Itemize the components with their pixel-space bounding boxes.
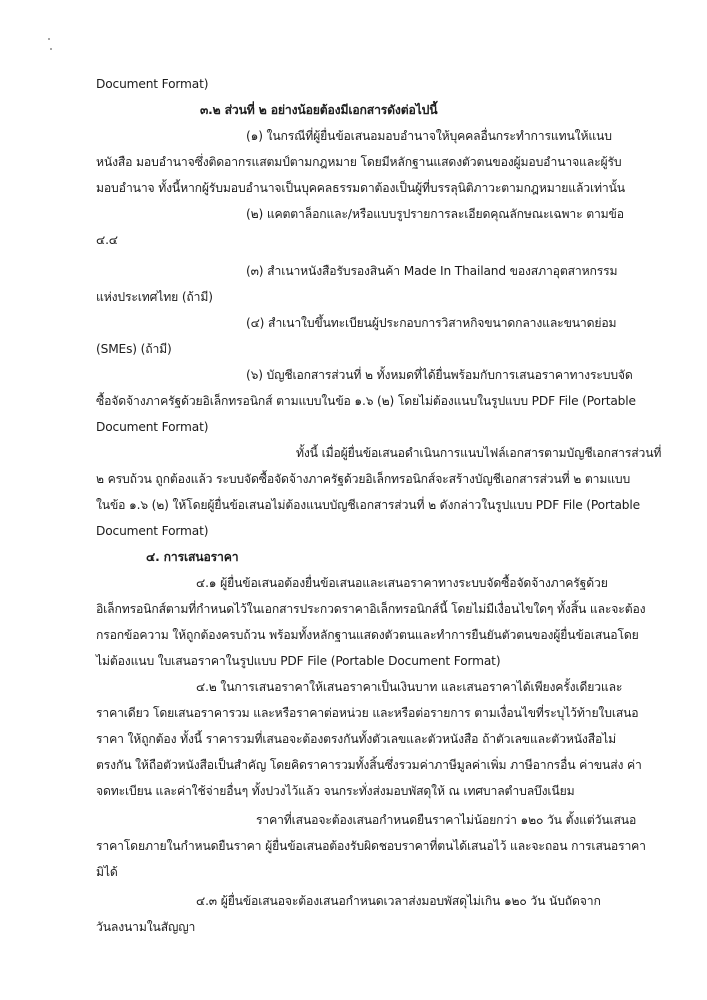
text-line: (๑) ในกรณีที่ผู้ยื่นข้อเสนอมอบอำนาจให้บุคคลอื่นกระทำการแทนให้แนบ: [246, 129, 612, 143]
text-line: ราคา ให้ถูกต้อง ทั้งนี้ ราคารวมที่เสนอจะต้องตรงกันทั้งตัวเลขและตัวหนังสือ ถ้าตัวเลขและตัวหนังสือไม่: [96, 732, 617, 746]
text-line: หนังสือ มอบอำนาจซึ่งติดอากรแสตมป์ตามกฎหมาย โดยมีหลักฐานแสดงตัวตนของผู้มอบอำนาจและผู้รับ: [96, 155, 622, 169]
text-line: ๒ ครบถ้วน ถูกต้องแล้ว ระบบจัดซื้อจัดจ้างภาครัฐด้วยอิเล็กทรอนิกส์จะสร้างบัญชีเอกสารส่วนที่ ๒ ตามแบบ: [96, 472, 631, 486]
text-line: ซื้อจัดจ้างภาครัฐด้วยอิเล็กทรอนิกส์ ตามแบบในข้อ ๑.๖ (๒) โดยไม่ต้องแนบในรูปแบบ PDF File (Portable: [96, 394, 636, 408]
section-heading: ๔. การเสนอราคา: [146, 550, 239, 564]
text-line: (๒) แคตตาล็อกและ/หรือแบบรูปรายการละเอียดคุณลักษณะเฉพาะ ตามข้อ: [246, 207, 624, 221]
text-line: Document Format): [96, 77, 209, 91]
text-line: ราคาที่เสนอจะต้องเสนอกำหนดยืนราคาไม่น้อยกว่า ๑๒๐ วัน ตั้งแต่วันเสนอ: [256, 813, 637, 827]
text-line: ๔.๑ ผู้ยื่นข้อเสนอต้องยื่นข้อเสนอและเสนอราคาทางระบบจัดซื้อจัดจ้างภาครัฐด้วย: [196, 576, 608, 590]
text-line: ตรงกัน ให้ถือตัวหนังสือเป็นสำคัญ โดยคิดราคารวมทั้งสิ้นซึ่งรวมค่าภาษีมูลค่าเพิ่ม ภาษีอากรอื่น ค่าขนส่ง ค่า: [96, 758, 642, 772]
text-line: (๔) สำเนาใบขึ้นทะเบียนผู้ประกอบการวิสาหกิจขนาดกลางและขนาดย่อม: [246, 316, 617, 330]
text-line: อิเล็กทรอนิกส์ตามที่กำหนดไว้ในเอกสารประกวดราคาอิเล็กทรอนิกส์นี้ โดยไม่มีเงื่อนไขใดๆ ทั้งสิ้น และจะต้อง: [96, 602, 646, 616]
text-line: (๖) บัญชีเอกสารส่วนที่ ๒ ทั้งหมดที่ได้ยื่นพร้อมกับการเสนอราคาทางระบบจัด: [246, 368, 633, 382]
text-line: ราคาเดียว โดยเสนอราคารวม และหรือราคาต่อหน่วย และหรือต่อรายการ ตามเงื่อนไขที่ระบุไว้ท้ายใบเสนอ: [96, 706, 639, 720]
text-line: (SMEs) (ถ้ามี): [96, 342, 172, 356]
text-line: ๔.๔: [96, 233, 118, 247]
text-line: มิได้: [96, 865, 118, 879]
text-line: วันลงนามในสัญญา: [96, 920, 196, 934]
text-line: กรอกข้อความ ให้ถูกต้องครบถ้วน พร้อมทั้งหลักฐานแสดงตัวตนและทำการยืนยันตัวตนของผู้ยื่นข้อเสนอโดย: [96, 628, 639, 642]
text-line: ๔.๓ ผู้ยื่นข้อเสนอจะต้องเสนอกำหนดเวลาส่งมอบพัสดุไม่เกิน ๑๒๐ วัน นับถัดจาก: [196, 894, 601, 908]
text-line: ๔.๒ ในการเสนอราคาให้เสนอราคาเป็นเงินบาท และเสนอราคาได้เพียงครั้งเดียวและ: [196, 680, 623, 694]
section-heading: ๓.๒ ส่วนที่ ๒ อย่างน้อยต้องมีเอกสารดังต่อไปนี้: [200, 103, 438, 117]
scan-speck: [50, 48, 52, 50]
text-line: ในข้อ ๑.๖ (๒) ให้โดยผู้ยื่นข้อเสนอไม่ต้องแนบบัญชีเอกสารส่วนที่ ๒ ดังกล่าวในรูปแบบ PDF File (Portable: [96, 498, 640, 512]
text-line: แห่งประเทศไทย (ถ้ามี): [96, 290, 213, 304]
text-line: Document Format): [96, 524, 209, 538]
text-line: ไม่ต้องแนบ ใบเสนอราคาในรูปแบบ PDF File (Portable Document Format): [96, 654, 501, 668]
text-line: Document Format): [96, 420, 209, 434]
scan-speck: [48, 38, 50, 40]
text-line: มอบอำนาจ ทั้งนี้หากผู้รับมอบอำนาจเป็นบุคคลธรรมดาต้องเป็นผู้ที่บรรลุนิติภาวะตามกฎหมายแล้วเท่านั้น: [96, 181, 625, 195]
text-line: จดทะเบียน และค่าใช้จ่ายอื่นๆ ทั้งปวงไว้แล้ว จนกระทั่งส่งมอบพัสดุให้ ณ เทศบาลตำบลบึงเนียม: [96, 784, 575, 798]
text-line: ราคาโดยภายในกำหนดยืนราคา ผู้ยื่นข้อเสนอต้องรับผิดชอบราคาที่ตนได้เสนอไว้ และจะถอน การเสนอราคา: [96, 839, 646, 853]
text-line: (๓) สำเนาหนังสือรับรองสินค้า Made In Thailand ของสภาอุตสาหกรรม: [246, 264, 618, 278]
text-line: ทั้งนี้ เมื่อผู้ยื่นข้อเสนอดำเนินการแนบไฟล์เอกสารตามบัญชีเอกสารส่วนที่: [296, 446, 662, 460]
